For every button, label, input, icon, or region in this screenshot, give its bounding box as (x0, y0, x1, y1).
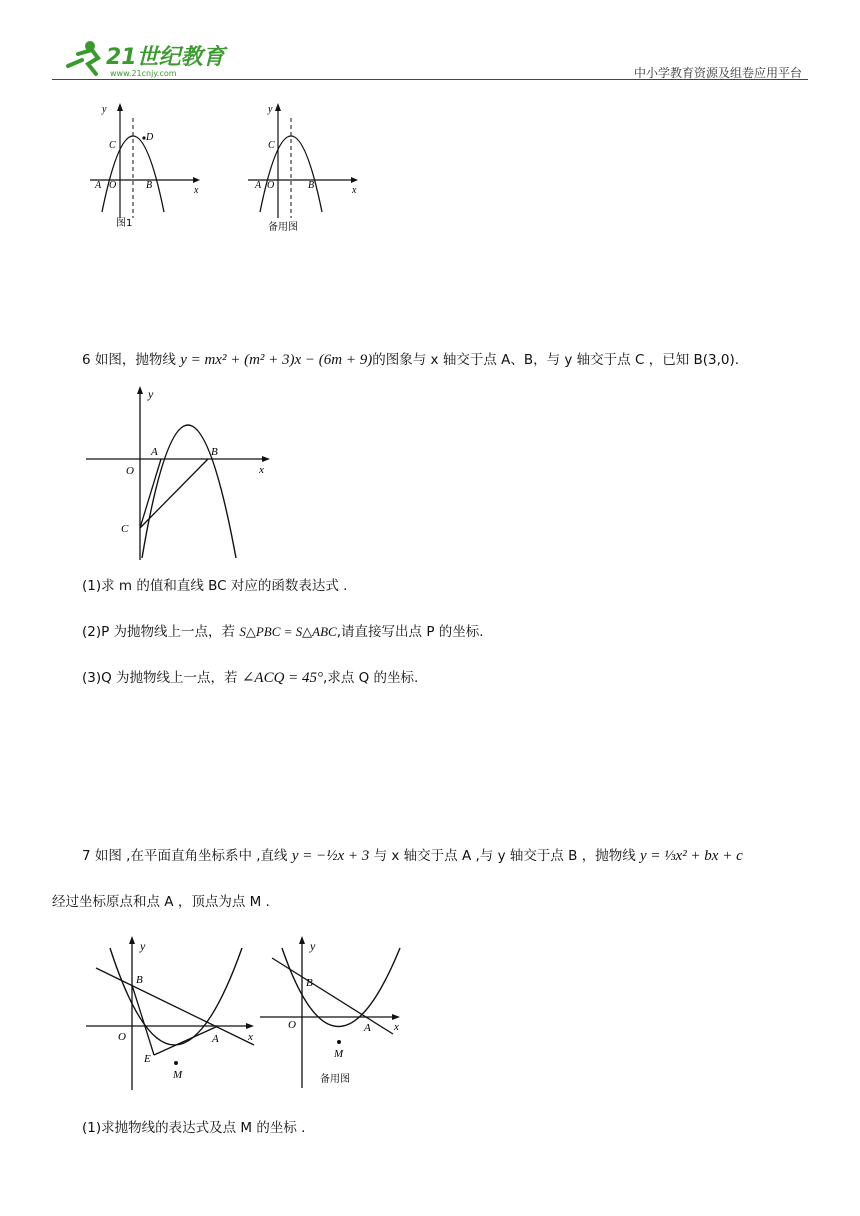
svg-text:O: O (267, 180, 275, 191)
logo-icon (60, 36, 230, 80)
svg-text:M: M (334, 1048, 344, 1060)
svg-text:A: A (255, 180, 262, 191)
q6-part1: (1)求 m 的值和直线 BC 对应的函数表达式 . (82, 578, 348, 594)
svg-text:y: y (102, 104, 107, 115)
svg-text:B: B (306, 977, 313, 989)
q6-part3-math: ∠ACQ = 45° (241, 670, 324, 686)
q7-mid: 与 x 轴交于点 A ,与 y 轴交于点 B ，抛物线 (373, 848, 636, 864)
header-divider (52, 79, 808, 80)
q7-line-eq: y = −½x + 3 (291, 848, 370, 864)
svg-text:y: y (310, 939, 316, 953)
q6-part2: (2)P 为抛物线上一点，若 S△PBC = S△ABC,请直接写出点 P 的坐标. (82, 624, 484, 640)
q6-statement (82, 350, 739, 370)
svg-text:C: C (121, 523, 129, 535)
q6-part3: (3)Q 为抛物线上一点，若 ∠ACQ = 45°,求点 Q 的坐标. (82, 670, 419, 686)
svg-text:y: y (140, 939, 146, 953)
q6-part2-math: S△PBC = S△ABC (239, 624, 337, 639)
q7-figure (84, 930, 264, 1090)
figure-1 (88, 100, 218, 235)
svg-text:C: C (109, 140, 116, 151)
q7-intro: 如图 ,在平面直角坐标系中 ,直线 (94, 848, 288, 864)
svg-text:x: x (352, 185, 357, 196)
svg-text:x: x (194, 185, 199, 196)
svg-text:x: x (394, 1021, 399, 1033)
q7-figure-backup (258, 930, 418, 1090)
q6-number: 6 (82, 352, 91, 368)
svg-text:B: B (211, 446, 218, 458)
figure-backup-1-caption: 备用图 (268, 222, 298, 233)
q7-parabola-eq: y = ⅓x² + bx + c (640, 848, 743, 864)
svg-text:y: y (148, 387, 154, 401)
q6-equation: y = mx² + (m² + 3)x − (6m + 9) (180, 352, 373, 368)
svg-text:D: D (146, 132, 154, 143)
svg-text:x: x (259, 464, 264, 476)
figure-1-caption: 图1 (116, 218, 133, 229)
q6-intro: 如图，抛物线 (94, 352, 176, 368)
svg-text:y: y (268, 104, 273, 115)
q7-number: 7 (82, 848, 91, 864)
svg-text:B: B (136, 974, 143, 986)
svg-text:E: E (144, 1053, 151, 1065)
q7-statement-line2: 经过坐标原点和点 A ，顶点为点 M . (52, 894, 270, 910)
site-logo (60, 36, 230, 80)
svg-text:A: A (151, 446, 158, 458)
logo-text: 21世纪教育 (106, 45, 225, 70)
svg-text:O: O (126, 465, 134, 477)
q7-part1: (1)求抛物线的表达式及点 M 的坐标 . (82, 1120, 306, 1136)
header-tagline: 中小学教育资源及组卷应用平台 (633, 66, 802, 80)
svg-text:O: O (118, 1031, 126, 1043)
svg-text:A: A (95, 180, 102, 191)
svg-text:x: x (248, 1031, 253, 1043)
svg-text:C: C (268, 140, 275, 151)
svg-text:A: A (212, 1033, 219, 1045)
svg-text:M: M (173, 1069, 183, 1081)
q6-after: 的图象与 x 轴交于点 A、B，与 y 轴交于点 C ，已知 B(3,0). (372, 352, 740, 368)
q6-figure (84, 382, 274, 562)
svg-text:B: B (308, 180, 315, 191)
svg-text:O: O (109, 180, 117, 191)
q7-figure-backup-caption: 备用图 (320, 1074, 350, 1085)
svg-text:O: O (288, 1019, 296, 1031)
logo-url: www.21cnjy.com (110, 69, 177, 78)
q7-statement (82, 846, 743, 866)
svg-text:A: A (364, 1022, 371, 1034)
figure-backup-1 (246, 100, 376, 235)
svg-text:B: B (146, 180, 153, 191)
